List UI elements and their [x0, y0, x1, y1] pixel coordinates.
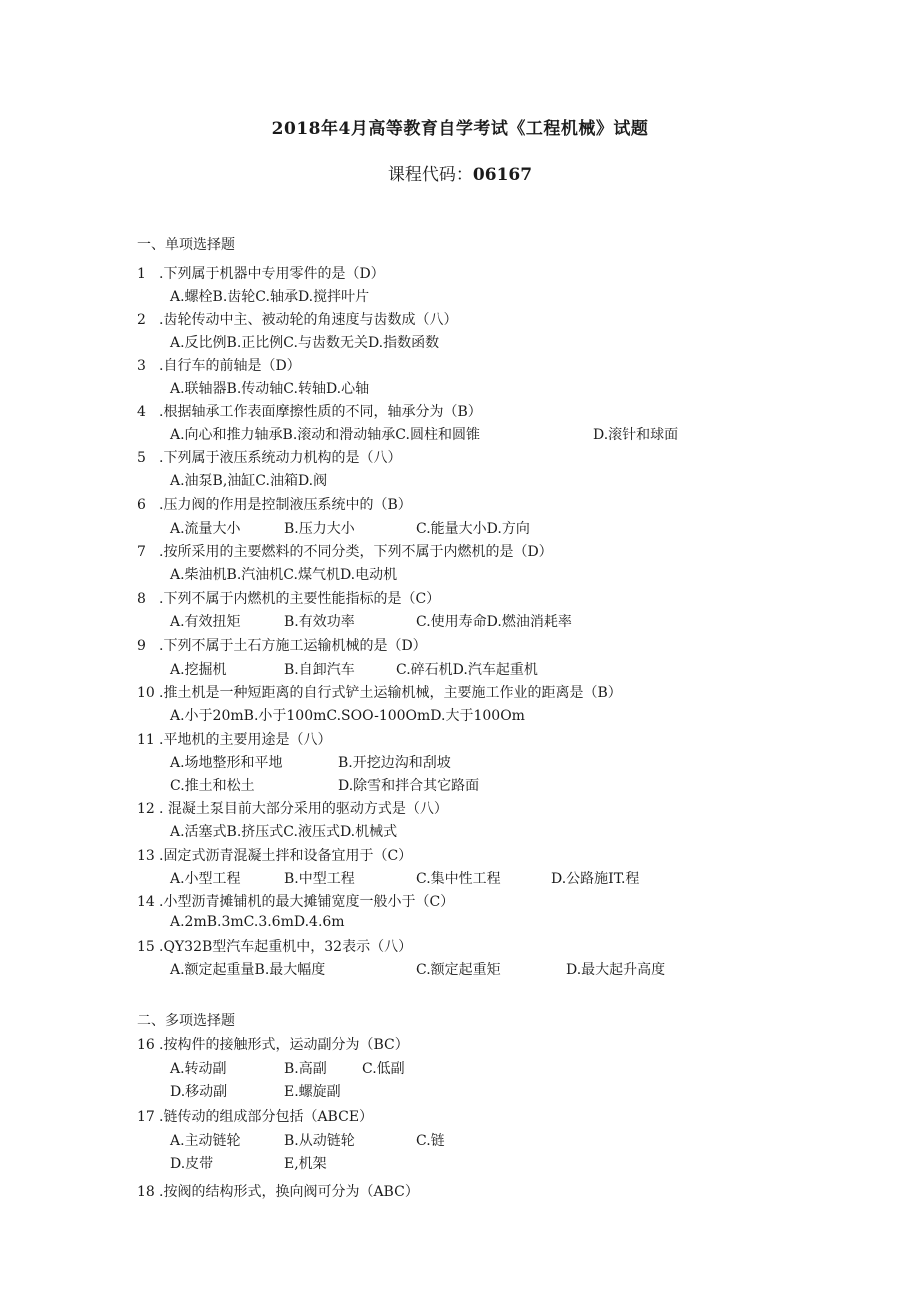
question-17 [137, 1106, 373, 1126]
question-18 [137, 1181, 419, 1201]
option-d: D.除雪和拌合其它路面 [338, 778, 480, 794]
question-number: 16 [137, 1037, 155, 1053]
option-c: C.链 [416, 1133, 445, 1149]
question-stem: .齿轮传动中主、被动轮的角速度与齿数成（八） [159, 312, 458, 328]
option-line: A.联轴器B.传动轴C.转轴D.心轴 [170, 381, 370, 397]
section-heading-single-choice: 一、单项选择题 [137, 237, 235, 253]
option-a: A.挖掘机 [170, 662, 227, 678]
option-a-b-c: A.向心和推力轴承B.滚动和滑动轴承C.圆柱和圆锥 [170, 427, 480, 443]
question-stem: .链传动的组成部分包括（ABCE） [159, 1109, 374, 1125]
question-stem: .根据轴承工作表面摩擦性质的不同，轴承分为（B） [159, 404, 482, 420]
question-7 [137, 541, 553, 561]
option-d: D.皮带 [170, 1156, 214, 1172]
question-15 [137, 936, 412, 956]
course-code-label: 课程代码： [387, 165, 473, 185]
question-13 [137, 845, 412, 865]
option-e: E,机架 [284, 1156, 327, 1172]
question-number: 10 [137, 685, 155, 701]
question-stem: .下列不属于土石方施工运输机械的是（D） [159, 638, 427, 654]
course-code-value: 06167 [472, 165, 533, 185]
question-number: 14 [137, 894, 155, 910]
question-stem: .下列属于液压系统动力机构的是（八） [159, 450, 402, 466]
question-stem: .QY32B型汽车起重机中，32表示（八） [159, 939, 413, 955]
question-number: 12 [137, 801, 155, 817]
question-number: 15 [137, 939, 155, 955]
question-stem: .推土机是一种短距离的自行式铲土运输机械，主要施工作业的距离是（B） [159, 685, 622, 701]
option-d: D.滚针和球面 [593, 427, 679, 443]
option-a: A.转动副 [170, 1061, 227, 1077]
question-12 [137, 798, 448, 818]
option-line: A.活塞式B.挤压式C.液压式D.机械式 [170, 824, 398, 840]
option-a: A.主动链轮 [170, 1133, 241, 1149]
option-c: C.低副 [362, 1061, 405, 1077]
document-title: 2018年4月高等教育自学考试《工程机械》试题 [271, 119, 649, 139]
question-number: 9 [137, 638, 146, 654]
option-b: B.自卸汽车 [284, 662, 355, 678]
option-c-d: C.碎石机D.汽车起重机 [396, 662, 538, 678]
option-d: D.移动副 [170, 1084, 228, 1100]
question-stem: .固定式沥青混凝土拌和设备宜用于（C） [159, 848, 413, 864]
question-16 [137, 1034, 409, 1054]
question-11 [137, 729, 331, 749]
option-b: B.压力大小 [284, 521, 355, 537]
question-10 [137, 682, 622, 702]
course-code [0, 160, 920, 185]
question-8 [137, 588, 440, 608]
option-b: B.高副 [284, 1061, 327, 1077]
option-c: C.额定起重矩 [416, 962, 501, 978]
section-heading-multiple-choice: 二、多项选择题 [137, 1013, 235, 1029]
option-line: A.螺栓B.齿轮C.轴承D.搅拌叶片 [170, 289, 370, 305]
question-9 [137, 635, 427, 655]
question-number: 6 [137, 497, 146, 513]
option-a: A.场地整形和平地 [170, 755, 283, 771]
option-line: A.反比例B.正比例C.与齿数无关D.指数函数 [170, 335, 440, 351]
question-number: 5 [137, 450, 146, 466]
question-stem: .平地机的主要用途是（八） [159, 732, 332, 748]
option-b: B.开挖边沟和刮坡 [338, 755, 451, 771]
option-line: A.小于20mB.小于100mC.SOO-100OmD.大于100Om [170, 708, 525, 724]
question-number: 18 [137, 1184, 155, 1200]
question-number: 4 [137, 404, 146, 420]
question-stem: .压力阀的作用是控制液压系统中的（B） [159, 497, 412, 513]
option-e: E.螺旋副 [284, 1084, 341, 1100]
option-d: D.公路施IT.程 [551, 871, 640, 887]
option-a-b: A.额定起重量B.最大幅度 [170, 962, 326, 978]
question-stem: .下列属于机器中专用零件的是（D） [159, 266, 385, 282]
question-number: 11 [137, 732, 155, 748]
option-line: A.油泵B,油缸C.油箱D.阀 [170, 473, 328, 489]
option-b: B.从动链轮 [284, 1133, 355, 1149]
option-c-d: C.使用寿命D.燃油消耗率 [416, 614, 572, 630]
question-stem: .按阀的结构形式，换向阀可分为（ABC） [159, 1184, 419, 1200]
option-c: C.集中性工程 [416, 871, 501, 887]
question-number: 2 [137, 312, 146, 328]
question-stem: .按所采用的主要燃料的不同分类，下列不属于内燃机的是（D） [159, 544, 553, 560]
question-number: 7 [137, 544, 146, 560]
question-4 [137, 401, 482, 421]
question-stem: .下列不属于内燃机的主要性能指标的是（C） [159, 591, 441, 607]
option-d: D.最大起升高度 [566, 962, 666, 978]
option-c-d: C.能量大小D.方向 [416, 521, 530, 537]
question-1 [137, 263, 385, 283]
question-number: 1 [137, 266, 146, 282]
question-stem: .按构件的接触形式，运动副分为（BC） [159, 1037, 409, 1053]
question-number: 17 [137, 1109, 155, 1125]
option-a: A.流量大小 [170, 521, 241, 537]
question-5 [137, 447, 401, 467]
question-number: 13 [137, 848, 155, 864]
question-number: 3 [137, 358, 146, 374]
question-3 [137, 355, 301, 375]
question-stem: . 混凝土泵目前大部分采用的驱动方式是（八） [159, 801, 448, 817]
option-b: B.中型工程 [284, 871, 355, 887]
question-2 [137, 309, 457, 329]
option-b: B.有效功率 [284, 614, 355, 630]
option-a: A.有效扭矩 [170, 614, 241, 630]
option-line: A.柴油机B.汽油机C.煤气机D.电动机 [170, 567, 398, 583]
question-stem: .小型沥青摊铺机的最大摊铺宽度一般小于（C） [159, 894, 455, 910]
question-14 [137, 891, 454, 911]
option-a: A.小型工程 [170, 871, 241, 887]
question-6 [137, 494, 412, 514]
option-c: C.推土和松土 [170, 778, 255, 794]
question-stem: .自行车的前轴是（D） [159, 358, 301, 374]
option-line: A.2mB.3mC.3.6mD.4.6m [170, 914, 345, 930]
question-number: 8 [137, 591, 146, 607]
